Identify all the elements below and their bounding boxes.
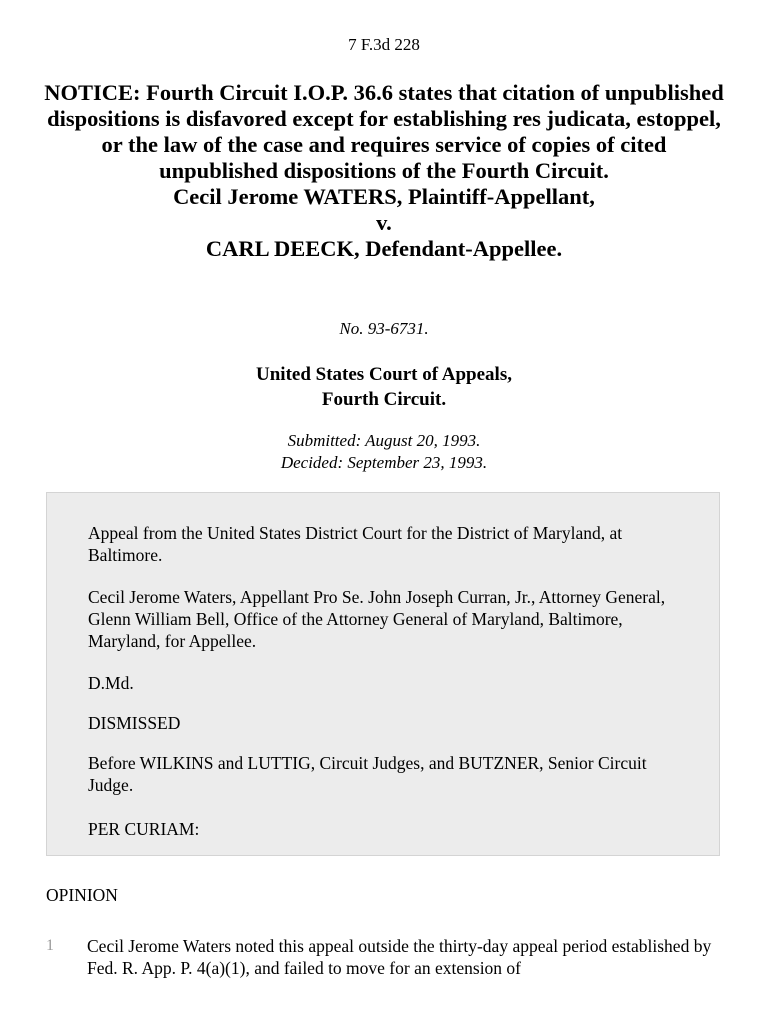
decided-date: Decided: September 23, 1993. bbox=[280, 453, 488, 472]
court-name-line-2: Fourth Circuit. bbox=[321, 389, 447, 410]
court-name bbox=[0, 362, 768, 412]
docket-number: No. 93-6731. bbox=[339, 319, 429, 338]
paragraph-number: 1 bbox=[46, 937, 54, 954]
case-dates bbox=[0, 430, 768, 474]
notice-text: NOTICE: Fourth Circuit I.O.P. 36.6 states that citation of unpublished dispositions is disfavored except for establishing res judicata, estoppel, or the law of the case and requires service of copies of cited unpublished dispositions of the Fourth Circuit. bbox=[44, 80, 724, 183]
appeal-from-text: Appeal from the United States District Court for the District of Maryland, at Baltimore. bbox=[88, 523, 623, 565]
panel-text: Before WILKINS and LUTTIG, Circuit Judges, and BUTZNER, Senior Circuit Judge. bbox=[88, 753, 647, 795]
disposition-text: DISMISSED bbox=[88, 713, 181, 733]
opinion-paragraph: Cecil Jerome Waters noted this appeal outside the thirty-day appeal period established by Fed. R. App. P. 4(a)(1), and failed to move for an extension of bbox=[87, 936, 712, 978]
lower-court-text: D.Md. bbox=[88, 673, 134, 693]
submitted-date: Submitted: August 20, 1993. bbox=[287, 431, 481, 450]
per-curiam-text: PER CURIAM: bbox=[88, 819, 200, 839]
versus-text: v. bbox=[376, 210, 392, 235]
defendant-name: CARL DEECK, Defendant-Appellee. bbox=[205, 236, 563, 261]
reporter-citation: 7 F.3d 228 bbox=[348, 35, 420, 54]
case-heading bbox=[40, 80, 728, 262]
plaintiff-name: Cecil Jerome WATERS, Plaintiff-Appellant, bbox=[173, 184, 595, 209]
opinion-label: OPINION bbox=[46, 885, 118, 905]
prelims-box bbox=[46, 492, 720, 856]
court-name-line-1: United States Court of Appeals, bbox=[256, 364, 512, 385]
counsel-text: Cecil Jerome Waters, Appellant Pro Se. John Joseph Curran, Jr., Attorney General, Glenn William Bell, Office of the Attorney General of Maryland, Baltimore, Maryland, for Appellee. bbox=[88, 587, 666, 651]
